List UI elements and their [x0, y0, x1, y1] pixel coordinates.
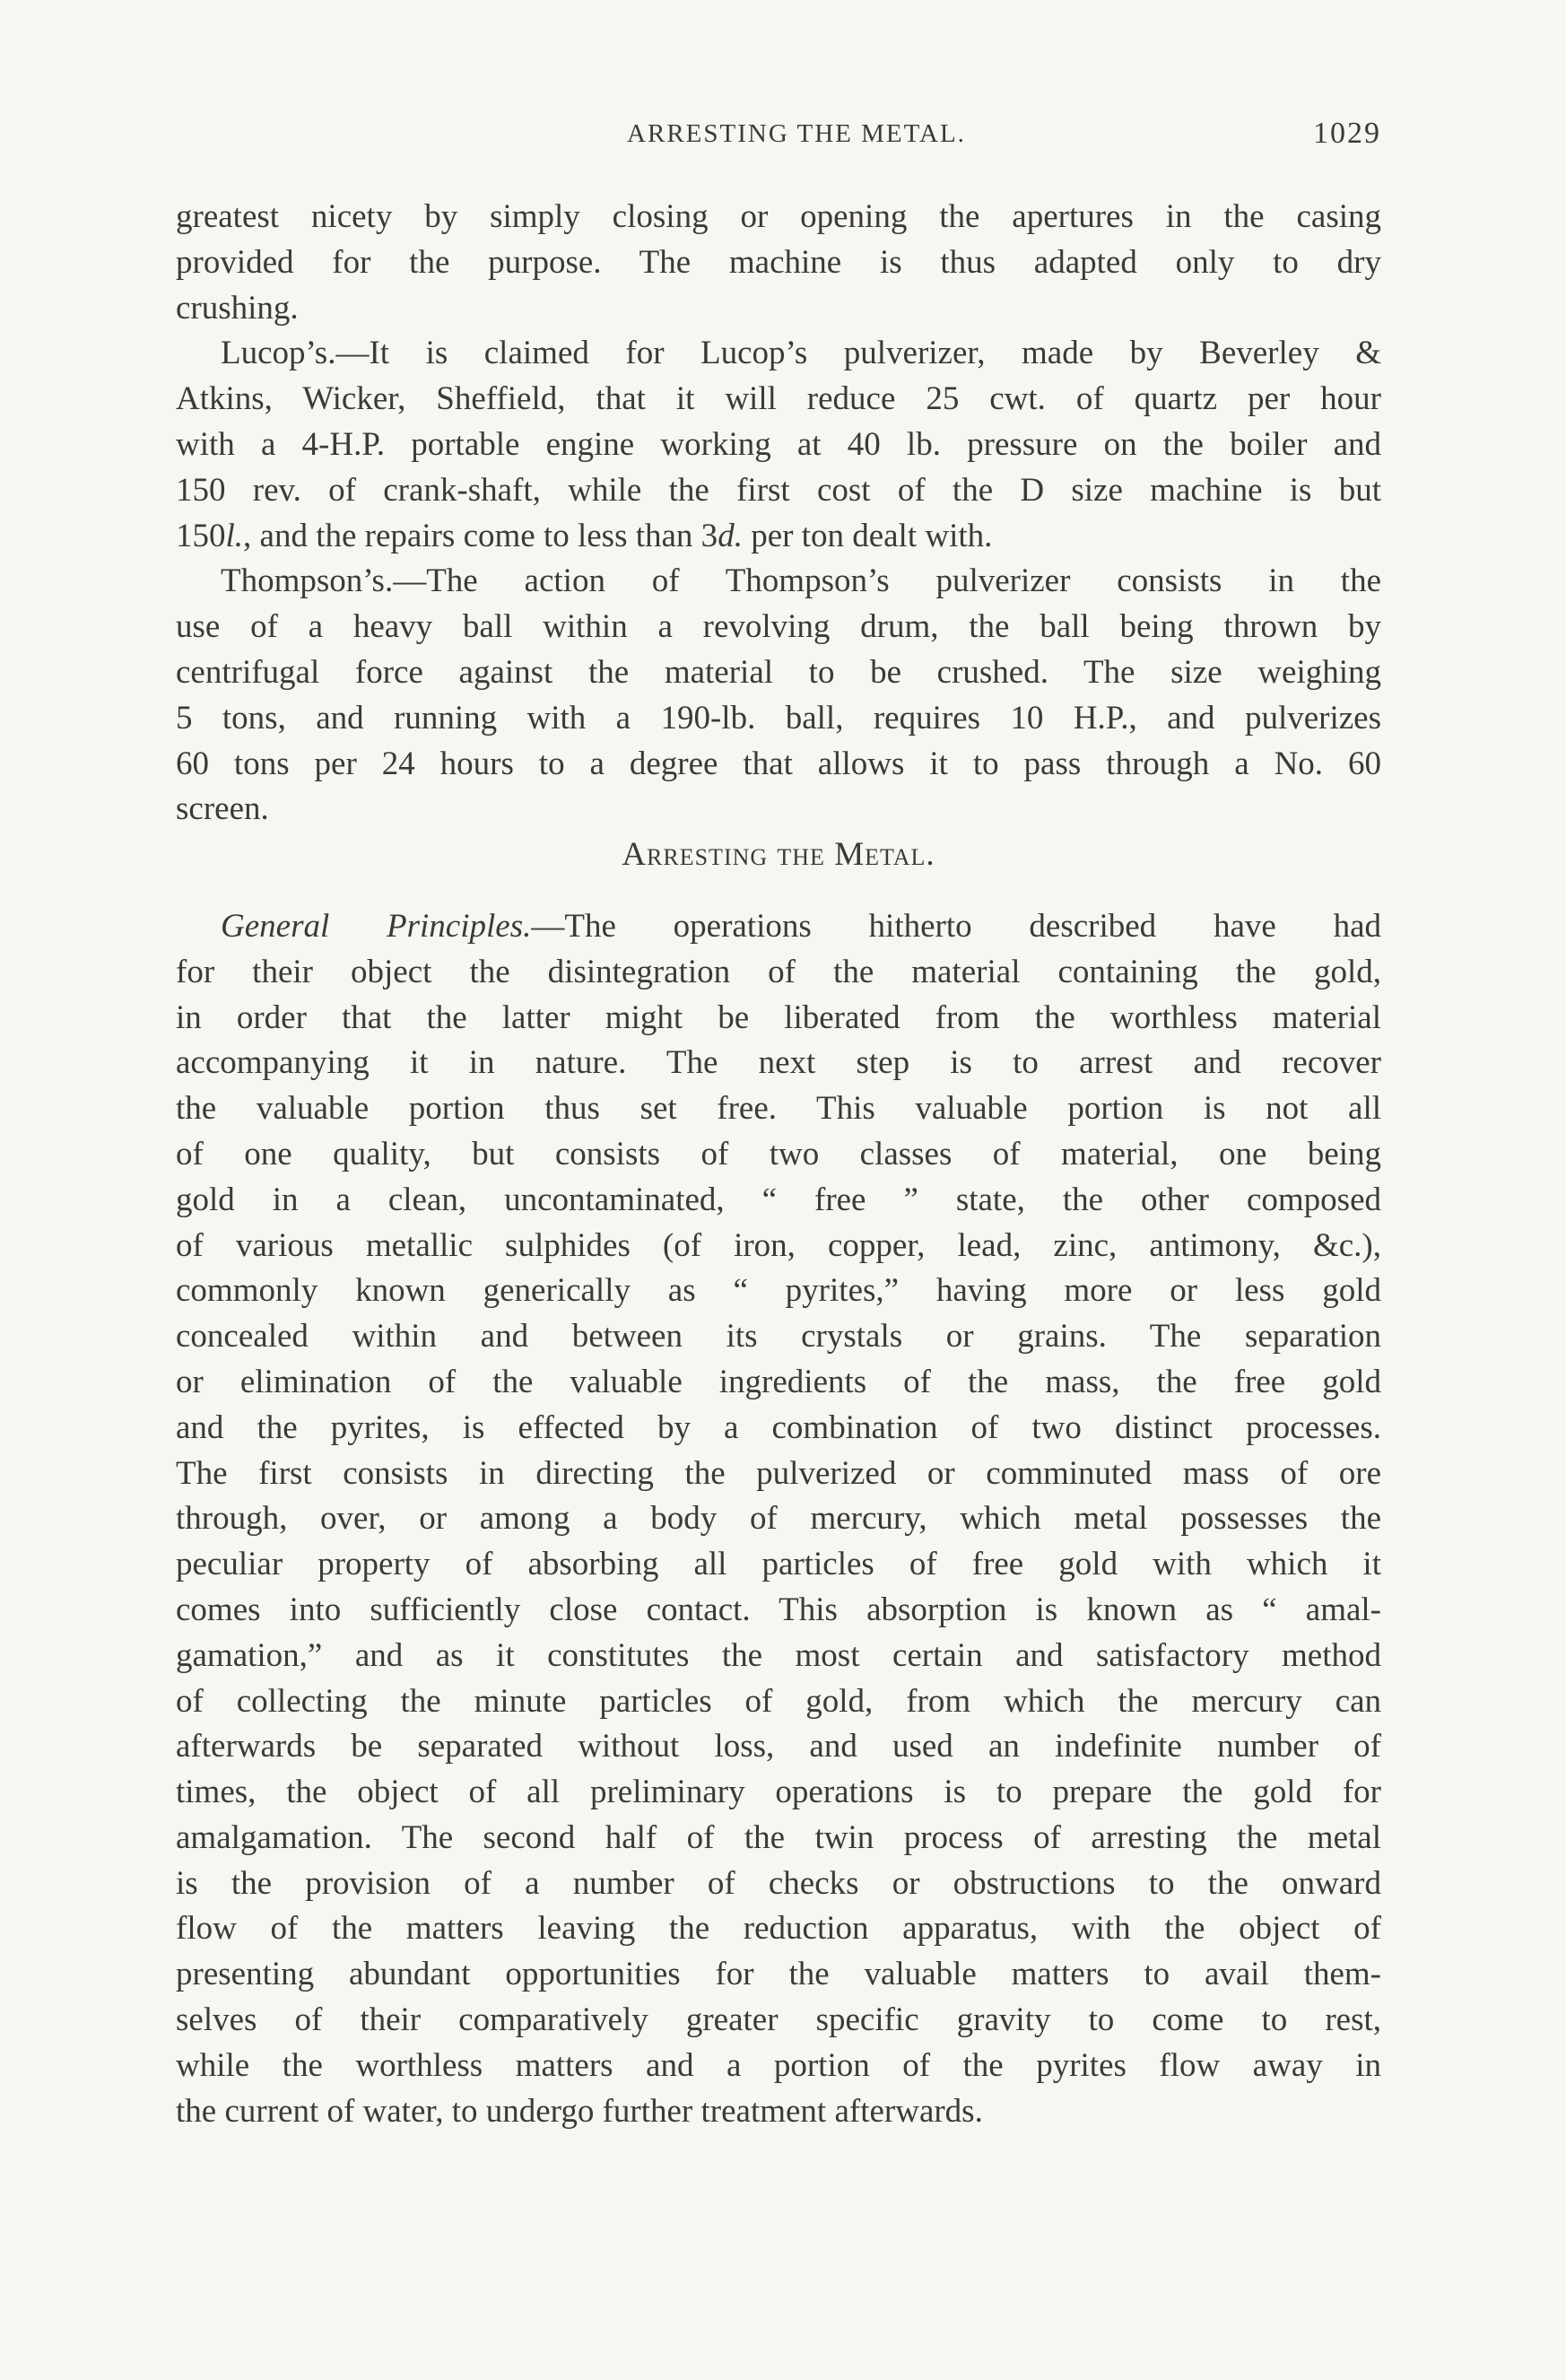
text-segment: crushing.: [176, 289, 299, 327]
text-segment: is the provision of a number of checks or obstructions to the onward: [176, 1864, 1381, 1902]
text-segment: times, the object of all preliminary operations is to prepare the gold for: [176, 1774, 1381, 1811]
text-line: [176, 1816, 1381, 1861]
text-line: [176, 2089, 1381, 2135]
text-line: [176, 195, 1381, 240]
text-line: [176, 240, 1381, 286]
italic-text: d.: [718, 517, 743, 554]
text-line: [176, 904, 1381, 950]
text-line: [176, 950, 1381, 996]
text-segment: 60 tons per 24 hours to a degree that allows it to pass through a No. 60: [176, 745, 1381, 782]
text-segment: use of a heavy ball within a revolving drum, the ball being thrown by: [176, 608, 1381, 646]
text-line: [176, 1360, 1381, 1406]
text-segment: comes into sufficiently close contact. This absorption is known as “ amal-: [176, 1591, 1381, 1628]
text-line: [176, 468, 1381, 514]
text-line: [176, 1086, 1381, 1132]
text-segment: concealed within and between its crystals or grains. The separation: [176, 1318, 1381, 1356]
text-segment: while the worthless matters and a portion of the pyrites flow away in: [176, 2046, 1381, 2084]
text-segment: and the pyrites, is effected by a combination of two distinct processes.: [176, 1408, 1381, 1446]
text-segment: centrifugal force against the material to be crushed. The size weighing: [176, 653, 1381, 691]
text-line: [176, 1679, 1381, 1725]
page-number: 1029: [1313, 117, 1381, 150]
text-line: [176, 1724, 1381, 1770]
text-segment: in order that the latter might be liberated from the worthless material: [176, 998, 1381, 1036]
text-segment: screen.: [176, 790, 269, 828]
text-line: [176, 2044, 1381, 2089]
page-header: [176, 111, 1381, 156]
page-body: [176, 195, 1381, 2134]
text-line: [176, 1998, 1381, 2044]
section-heading: Arresting the Metal.: [622, 836, 935, 874]
text-line: [176, 1314, 1381, 1360]
text-segment: 150: [176, 517, 226, 554]
text-segment: Thompson’s.—The action of Thompson’s pulverizer consists in the: [221, 562, 1381, 600]
text-line: [176, 1224, 1381, 1269]
text-segment: accompanying it in nature. The next step is to arrest and recover: [176, 1044, 1381, 1082]
text-line: [176, 514, 1381, 560]
text-line: [176, 1132, 1381, 1178]
text-segment: greatest nicety by simply closing or opening the apertures in the casing: [176, 198, 1381, 235]
text-segment: The first consists in directing the pulverized or comminuted mass of ore: [176, 1454, 1381, 1492]
text-line: [176, 1041, 1381, 1086]
text-segment: 150 rev. of crank-shaft, while the first cost of the D size machine is but: [176, 471, 1381, 509]
text-segment: flow of the matters leaving the reduction apparatus, with the object of: [176, 1910, 1381, 1948]
italic-text: General Principles.: [221, 907, 532, 945]
text-line: [176, 742, 1381, 788]
text-segment: with a 4-H.P. portable engine working at 40 lb. pressure on the boiler and: [176, 425, 1381, 463]
text-line: [176, 1268, 1381, 1314]
text-segment: presenting abundant opportunities for the valuable matters to avail them-: [176, 1956, 1381, 1993]
text-line: [176, 996, 1381, 1042]
text-segment: the valuable portion thus set free. This valuable portion is not all: [176, 1090, 1381, 1128]
text-segment: for their object the disintegration of the material containing the gold,: [176, 953, 1381, 990]
text-line: [176, 696, 1381, 742]
text-line: [176, 1861, 1381, 1907]
text-segment: the current of water, to undergo further treatment afterwards.: [176, 2092, 983, 2130]
text-line: [176, 423, 1381, 468]
text-segment: —The operations hitherto described have had: [531, 907, 1381, 945]
text-segment: of one quality, but consists of two classes of material, one being: [176, 1135, 1381, 1173]
text-segment: of various metallic sulphides (of iron, copper, lead, zinc, antimony, &c.),: [176, 1226, 1381, 1264]
paragraph: [176, 559, 1381, 833]
text-segment: Atkins, Wicker, Sheffield, that it will reduce 25 cwt. of quartz per hour: [176, 380, 1381, 418]
text-segment: selves of their comparatively greater specific gravity to come to rest,: [176, 2001, 1381, 2039]
text-line: [176, 1952, 1381, 1998]
text-segment: of collecting the minute particles of gold, from which the mercury can: [176, 1682, 1381, 1720]
text-line: [176, 787, 1381, 833]
text-line: [176, 1406, 1381, 1452]
text-line: [176, 605, 1381, 650]
running-title: ARRESTING THE METAL.: [627, 119, 966, 148]
text-line: [176, 1542, 1381, 1588]
text-line: [176, 286, 1381, 332]
text-segment: Lucop’s.—It is claimed for Lucop’s pulverizer, made by Beverley &: [221, 335, 1381, 372]
text-segment: amalgamation. The second half of the twin process of arresting the metal: [176, 1818, 1381, 1856]
text-segment: , and the repairs come to less than 3: [243, 517, 718, 554]
text-line: [176, 1588, 1381, 1634]
text-line: [176, 1906, 1381, 1952]
text-line: [176, 1634, 1381, 1679]
text-segment: through, over, or among a body of mercury, which metal possesses the: [176, 1500, 1381, 1538]
text-segment: 5 tons, and running with a 190-lb. ball, requires 10 H.P., and pulverizes: [176, 699, 1381, 737]
italic-text: l.: [225, 517, 244, 554]
text-segment: provided for the purpose. The machine is thus adapted only to dry: [176, 243, 1381, 281]
text-line: [176, 650, 1381, 696]
text-segment: gold in a clean, uncontaminated, “ free ” state, the other composed: [176, 1181, 1381, 1218]
text-line: [176, 377, 1381, 423]
text-segment: afterwards be separated without loss, and used an indefinite number of: [176, 1728, 1381, 1765]
text-segment: peculiar property of absorbing all particles of free gold with which it: [176, 1546, 1381, 1583]
paragraph: [176, 195, 1381, 331]
text-segment: gamation,” and as it constitutes the most certain and satisfactory method: [176, 1636, 1381, 1674]
text-line: [176, 1178, 1381, 1224]
text-segment: or elimination of the valuable ingredients of the mass, the free gold: [176, 1363, 1381, 1400]
text-segment: per ton dealt with.: [742, 517, 993, 554]
paragraph: [176, 904, 1381, 2135]
text-line: [176, 331, 1381, 377]
paragraph: [176, 331, 1381, 559]
text-line: [176, 1496, 1381, 1542]
text-line: [176, 1452, 1381, 1497]
text-line: [176, 1770, 1381, 1816]
text-segment: commonly known generically as “ pyrites,” having more or less gold: [176, 1272, 1381, 1310]
text-line: [176, 559, 1381, 605]
